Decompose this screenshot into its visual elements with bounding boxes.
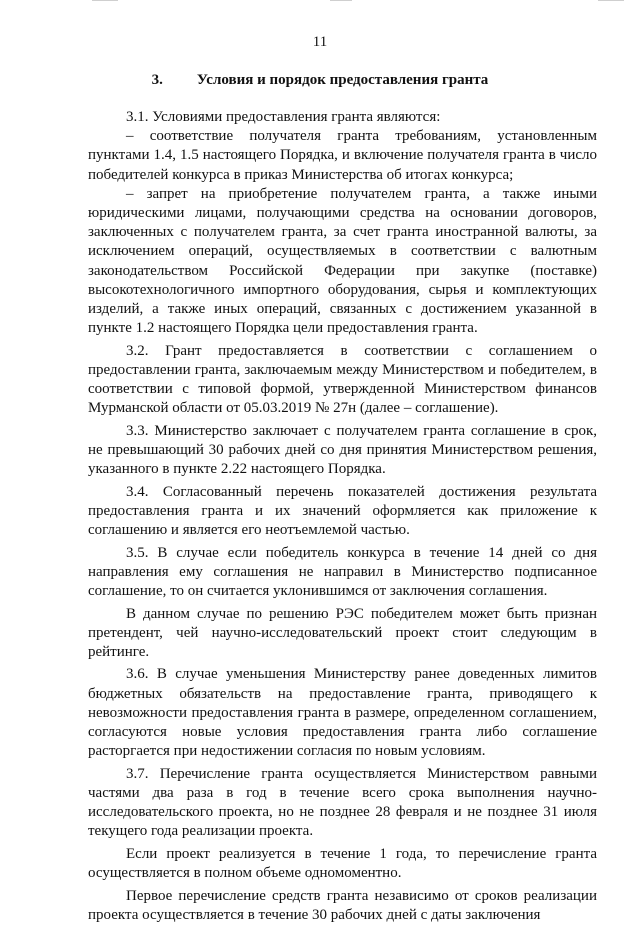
paragraph-3-2: 3.2. Грант предоставляется в соответствии с соглашением о предоставлении гранта, заключаемым между Министерством и победителем, в соответствии с типовой формой, утвержденной Министерством финансов Мурманской области от 05.03.2019 № 27н (далее – соглашение). [88, 342, 597, 417]
page-number: 11 [312, 34, 328, 50]
section-number: 3. [151, 72, 163, 88]
scan-artifact-right [598, 0, 624, 1]
document-body [88, 108, 597, 925]
paragraph-3-7: 3.7. Перечисление гранта осуществляется Министерством равными частями два раза в год в течение всего срока выполнения научно-исследовательского проекта, но не позднее 28 февраля и не позднее 31 июля текущего года реализации проекта. [88, 765, 597, 840]
paragraph-3-1-item-1: – соответствие получателя гранта требованиям, установленным пунктами 1.4, 1.5 настоящего Порядка, и включение получателя гранта в число победителей конкурса в приказ Министерства об итогах конкурса; [88, 128, 597, 183]
paragraph-3-7-first-transfer: Первое перечисление средств гранта независимо от сроков реализации проекта осуществляется в течение 30 рабочих дней с даты заключения [88, 887, 597, 923]
paragraph-3-5: 3.5. В случае если победитель конкурса в течение 14 дней со дня направления ему соглашения не направил в Министерство подписанное соглашение, то он считается уклонившимся от заключения соглашения. [88, 544, 597, 600]
paragraph-3-5-continued: В данном случае по решению РЭС победителем может быть признан претендент, чей научно-исследовательский проект стоит следующим в рейтинге. [88, 605, 597, 660]
paragraph-3-4: 3.4. Согласованный перечень показателей достижения результата предоставления гранта и их значений оформляется как приложение к соглашению и является его неотъемлемой частью. [88, 483, 597, 539]
paragraph-3-6: 3.6. В случае уменьшения Министерству ранее доведенных лимитов бюджетных обязательств на предоставление гранта, приводящего к невозможности предоставления гранта в размере, определенном соглашением, согласуются новые условия предоставления гранта либо соглашение расторгается при недостижении согласия по новым условиям. [88, 666, 597, 760]
section-heading [0, 72, 640, 89]
paragraph-3-1: 3.1. Условиями предоставления гранта являются: [126, 109, 441, 125]
paragraph-3-3: 3.3. Министерство заключает с получателем гранта соглашение в срок, не превышающий 30 рабочих дней со дня принятия Министерством решения, указанного в пункте 2.22 настоящего Порядка. [88, 422, 597, 478]
scan-artifact-left [92, 0, 118, 1]
scan-artifact-center [330, 0, 352, 1]
paragraph-3-1-item-2: – запрет на приобретение получателем гранта, а также иными юридическими лицами, получающими средства на основании договоров, заключенных с получателем гранта, за счет гранта иностранной валюты, за исключением операций, осуществляемых в соответствии с валютным законодательством Российской Федерации при закупке (поставке) высокотехнологичного импортного оборудования, сырья и комплектующих изделий, а также иных операций, связанных с достижением указанной в пункте 1.2 настоящего Порядка цели предоставления гранта. [88, 185, 597, 337]
paragraph-3-7-single-year: Если проект реализуется в течение 1 года, то перечисление гранта осуществляется в полном объеме одномоментно. [88, 845, 597, 882]
section-title: Условия и порядок предоставления гранта [196, 72, 489, 88]
